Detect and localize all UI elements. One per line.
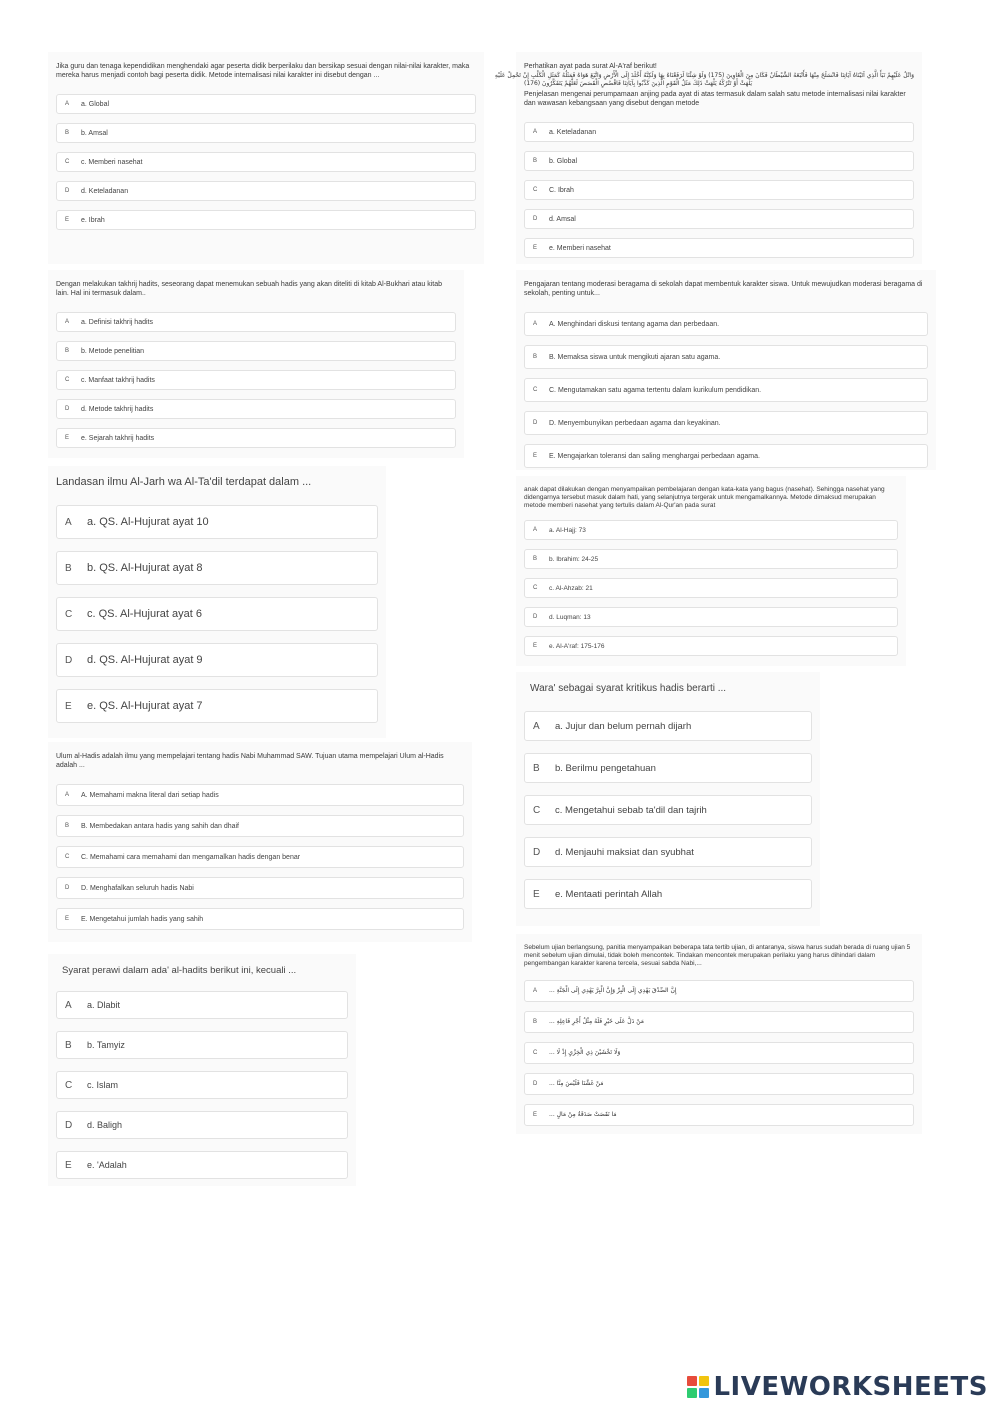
option-a[interactable]: A إِنَّ الصِّدْقَ يَهْدِي إِلَى الْبِرِّ وَإِنَّ الْبِرَّ يَهْدِي إِلَى الْجَنَّةِ ... — [524, 980, 914, 1002]
option-c[interactable]: C C. Memahami cara memahami dan mengamalkan hadis dengan benar — [56, 846, 464, 868]
option-c[interactable]: C C. Ibrah — [524, 180, 914, 200]
question-text: Dengan melakukan takhrij hadits, seseorang dapat menemukan sebuah hadis yang akan diteliti di kitab Al-Bukhari atau kitab lain. Hal ini termasuk dalam.. — [56, 281, 443, 297]
logo-mark-icon — [687, 1376, 709, 1398]
option-b[interactable]: B B. Memaksa siswa untuk mengikuti ajaran satu agama. — [524, 345, 928, 369]
option-d[interactable]: D d. Baligh — [56, 1111, 348, 1139]
option-a[interactable]: A a. Jujur dan belum pernah dijarh — [524, 711, 812, 741]
option-e[interactable]: E e. 'Adalah — [56, 1151, 348, 1179]
option-d[interactable]: D d. QS. Al-Hujurat ayat 9 — [56, 643, 378, 677]
option-d[interactable]: D مَنْ غَشَّنَا فَلَيْسَ مِنَّا ... — [524, 1073, 914, 1095]
option-a[interactable]: A a. Definisi takhrij hadits — [56, 312, 456, 332]
option-e[interactable]: E e. Al-A'raf: 175-176 — [524, 636, 898, 656]
question-text: Ulum al-Hadis adalah ilmu yang mempelajari tentang hadis Nabi Muhammad SAW. Tujuan utama mempelajari Ulum al-Hadis adalah ... — [56, 753, 444, 769]
option-e[interactable]: E E. Mengajarkan toleransi dan saling menghargai perbedaan agama. — [524, 444, 928, 468]
question-text: Sebelum ujian berlangsung, panitia menyampaikan beberapa tata tertib ujian, di antaranya, siswa harus sudah berada di ruang ujian 5 menit sebelum ujian dimulai, tidak boleh mencontek. Tindakan mencontek merupakan perilaku yang harus dihindari dalam pengembangan karakter karena tercela, sesuai sabda Nabi,... — [524, 944, 911, 967]
option-c[interactable]: C c. Al-Ahzab: 21 — [524, 578, 898, 598]
option-b[interactable]: B b. Amsal — [56, 123, 476, 143]
option-d[interactable]: D d. Amsal — [524, 209, 914, 229]
brand-name: LIVEWORKSHEETS — [713, 1372, 988, 1402]
question-card-4 — [516, 270, 936, 470]
option-b[interactable]: B b. Global — [524, 151, 914, 171]
option-a[interactable]: A A. Menghindari diskusi tentang agama dan perbedaan. — [524, 312, 928, 336]
question-text: Landasan ilmu Al-Jarh wa Al-Ta'dil terdapat dalam ... — [56, 476, 312, 488]
option-a[interactable]: A a. Dlabit — [56, 991, 348, 1019]
question-card-2 — [494, 52, 922, 264]
question-card-8 — [48, 742, 472, 942]
option-d[interactable]: D d. Metode takhrij hadits — [56, 399, 456, 419]
question-text: Jika guru dan tenaga kependidikan menghendaki agar peserta didik berperilaku dan bersikap sesuai dengan nilai-nilai karakter, maka mereka harus menjadi contoh bagi peserta didik. Metode internalisasi nilai karakter ini disebut dengan ... — [56, 63, 470, 79]
question-text: anak dapat dilakukan dengan menyampaikan pembelajaran dengan kata-kata yang bagus (nasehat). Sehingga nasehat yang didengarnya tersebut masuk dalam hati, yang selanjutnya tergerak untuk mengamalkannya. Metode dimaksud merupakan metode memberi nasehat yang tertulis dalam Al-Qur'an pada surat — [524, 486, 885, 509]
option-e[interactable]: E e. QS. Al-Hujurat ayat 7 — [56, 689, 378, 723]
option-a[interactable]: A a. Keteladanan — [524, 122, 914, 142]
option-e[interactable]: E E. Mengetahui jumlah hadis yang sahih — [56, 908, 464, 930]
option-b[interactable]: B b. Ibrahim: 24-25 — [524, 549, 898, 569]
arabic-verse-line-1: وَاتْلُ عَلَيْهِمْ نَبَأَ الَّذِي آتَيْنَاهُ آيَاتِنَا فَانْسَلَخَ مِنْهَا فَأَتْبَعَهُ الشَّيْطَانُ فَكَانَ مِنَ الْغَاوِينَ (175) وَلَوْ شِئْنَا لَرَفَعْنَاهُ بِهَا وَلَكِنَّهُ أَخْلَدَ إِلَى الْأَرْضِ وَاتَّبَعَ هَوَاهُ فَمَثَلُهُ كَمَثَلِ الْكَلْبِ إِنْ تَحْمِلْ عَلَيْهِ — [494, 72, 914, 79]
option-b[interactable]: B مَنْ دَلَّ عَلَى خَيْرٍ فَلَهُ مِثْلُ أَجْرِ فَاعِلِهِ ... — [524, 1011, 914, 1033]
option-a[interactable]: A a. QS. Al-Hujurat ayat 10 — [56, 505, 378, 539]
question-card-7 — [516, 672, 820, 926]
arabic-verse-line-2: يَلْهَثْ أَوْ تَتْرُكْهُ يَلْهَثْ ذَلِكَ مَثَلُ الْقَوْمِ الَّذِينَ كَذَّبُوا بِآيَاتِنَا فَاقْصُصِ الْقَصَصَ لَعَلَّهُمْ يَتَفَكَّرُونَ (176) — [524, 80, 753, 87]
question-card-3 — [48, 270, 464, 458]
question-card-1 — [48, 52, 484, 264]
option-c[interactable]: C c. Memberi nasehat — [56, 152, 476, 172]
option-c[interactable]: C وَلَا تَخْشَيْنَ ذِي الْخِزْيِ إِذْ لَا ... — [524, 1042, 914, 1064]
question-text: Wara' sebagai syarat kritikus hadis berarti ... — [530, 683, 727, 694]
option-e[interactable]: E e. Sejarah takhrij hadits — [56, 428, 456, 448]
question-card-6 — [516, 476, 906, 666]
question-card-10 — [48, 954, 356, 1186]
option-b[interactable]: B B. Membedakan antara hadis yang sahih dan dhaif — [56, 815, 464, 837]
option-c[interactable]: C c. Mengetahui sebab ta'dil dan tajrih — [524, 795, 812, 825]
option-e[interactable]: E e. Mentaati perintah Allah — [524, 879, 812, 909]
option-d[interactable]: D d. Luqman: 13 — [524, 607, 898, 627]
option-d[interactable]: D D. Menyembunyikan perbedaan agama dan keyakinan. — [524, 411, 928, 435]
option-e[interactable]: E e. Ibrah — [56, 210, 476, 230]
option-d[interactable]: D D. Menghafalkan seluruh hadis Nabi — [56, 877, 464, 899]
option-a[interactable]: A a. Al-Hajj: 73 — [524, 520, 898, 540]
option-e[interactable]: E e. Memberi nasehat — [524, 238, 914, 258]
question-card-5 — [48, 466, 386, 738]
option-e[interactable]: E مَا نَقَصَتْ صَدَقَةٌ مِنْ مَالٍ ... — [524, 1104, 914, 1126]
option-b[interactable]: B b. Berilmu pengetahuan — [524, 753, 812, 783]
liveworksheets-logo — [687, 1372, 988, 1402]
option-c[interactable]: C C. Mengutamakan satu agama tertentu dalam kurikulum pendidikan. — [524, 378, 928, 402]
question-text: Pengajaran tentang moderasi beragama di sekolah dapat membentuk karakter siswa. Untuk mewujudkan moderasi beragama di sekolah, penting untuk... — [524, 281, 923, 297]
option-b[interactable]: B b. Tamyiz — [56, 1031, 348, 1059]
option-a[interactable]: A a. Global — [56, 94, 476, 114]
option-c[interactable]: C c. Islam — [56, 1071, 348, 1099]
question-card-9 — [516, 934, 922, 1134]
question-text: Perhatikan ayat pada surat Al-A'raf berikut! — [524, 63, 657, 70]
option-d[interactable]: D d. Menjauhi maksiat dan syubhat — [524, 837, 812, 867]
question-text-2: Penjelasan mengenai perumpamaan anjing pada ayat di atas termasuk dalam salah satu metode internalisasi nilai karakter dan wawasan kebangsaan yang disebut dengan metode — [524, 91, 906, 107]
option-c[interactable]: C c. QS. Al-Hujurat ayat 6 — [56, 597, 378, 631]
question-text: Syarat perawi dalam ada' al-hadits berikut ini, kecuali ... — [62, 965, 297, 976]
option-c[interactable]: C c. Manfaat takhrij hadits — [56, 370, 456, 390]
option-a[interactable]: A A. Memahami makna literal dari setiap hadis — [56, 784, 464, 806]
option-b[interactable]: B b. Metode penelitian — [56, 341, 456, 361]
option-b[interactable]: B b. QS. Al-Hujurat ayat 8 — [56, 551, 378, 585]
option-d[interactable]: D d. Keteladanan — [56, 181, 476, 201]
